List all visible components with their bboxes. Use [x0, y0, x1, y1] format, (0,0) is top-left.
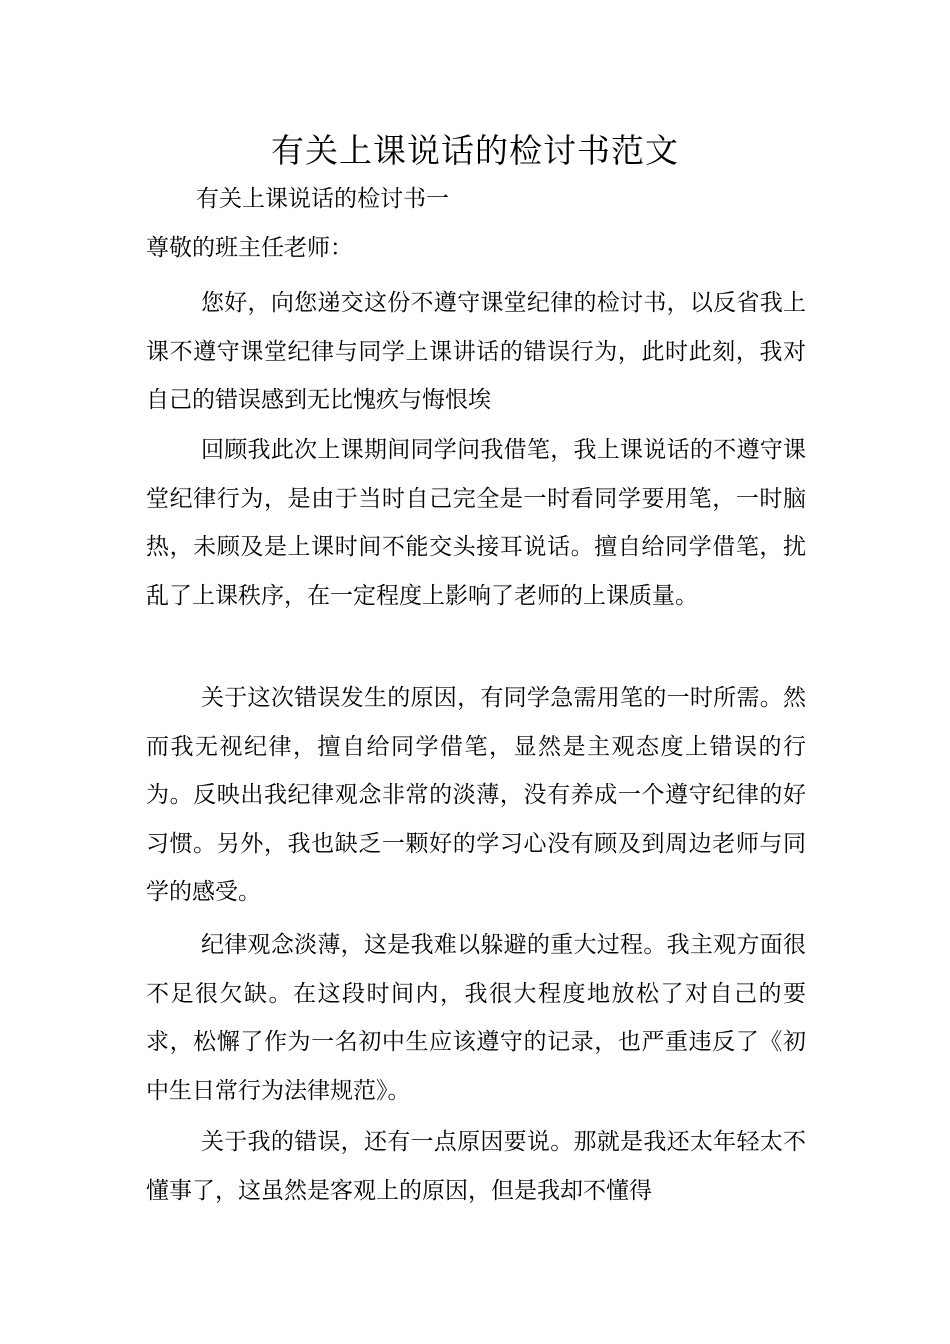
paragraph-2: 回顾我此次上课期间同学问我借笔，我上课说话的不遵守课堂纪律行为，是由于当时自己完全是一时看同学要用笔，一时脑热，未顾及是上课时间不能交头接耳说话。擅自给同学借笔，扰乱了上课秩序，在一定程度上影响了老师的上课质量。 [146, 437, 806, 609]
document-title: 有关上课说话的检讨书范文 [271, 131, 679, 170]
document-subtitle: 有关上课说话的检讨书一 [196, 186, 449, 212]
paragraph-3: 关于这次错误发生的原因，有同学急需用笔的一时所需。然而我无视纪律，擅自给同学借笔，显然是主观态度上错误的行为。反映出我纪律观念非常的淡薄，没有养成一个遵守纪律的好习惯。另外，我也缺乏一颗好的学习心没有顾及到周边老师与同学的感受。 [146, 685, 806, 905]
paragraph-5: 关于我的错误，还有一点原因要说。那就是我还太年轻太不懂事了，这虽然是客观上的原因，但是我却不懂得 [146, 1129, 806, 1204]
paragraph-4: 纪律观念淡薄，这是我难以躲避的重大过程。我主观方面很不足很欠缺。在这段时间内，我很大程度地放松了对自己的要求，松懈了作为一名初中生应该遵守的记录，也严重违反了《初中生日常行为法律规范》。 [146, 932, 806, 1104]
paragraph-1: 您好，向您递交这份不遵守课堂纪律的检讨书，以反省我上课不遵守课堂纪律与同学上课讲话的错误行为，此时此刻，我对自己的错误感到无比愧疚与悔恨埃 [146, 290, 806, 413]
salutation: 尊敬的班主任老师： [146, 235, 353, 261]
